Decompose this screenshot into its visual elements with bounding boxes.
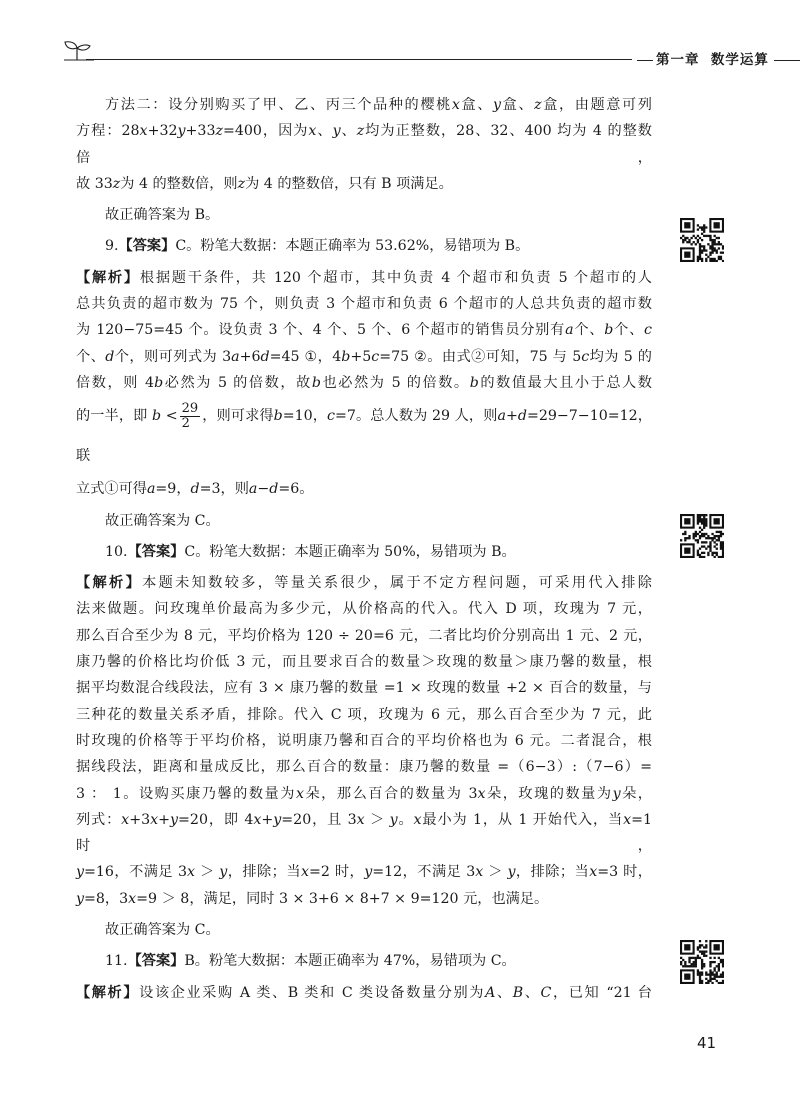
page-number: 41 [697, 1034, 717, 1052]
conclusion-c-2: 故正确答案为 C。 [105, 922, 220, 939]
q9-analysis-line-1: 【解析】根据题干条件，共 120 个超市，其中负责 4 个超市和负责 5 个超市的人 [76, 269, 652, 286]
method-two-line-1: 方法二：设分别购买了甲、乙、丙三个品种的樱桃x盒、y盒、z盒，由题意可列 [105, 97, 652, 113]
chapter-label: 第一章 [656, 52, 700, 68]
header-rule [86, 59, 632, 60]
q10-answer: 10.【答案】C。粉笔大数据：本题正确率为 50%，易错项为 B。 [105, 543, 516, 560]
q10-analysis-line-2: 法来做题。问玫瑰单价最高为多少元，从价格高的代入。代入 D 项，玫瑰为 7 元， [76, 601, 652, 618]
q10-analysis-line-12: y=8，3x=9 ＞ 8，满足，同时 3 × 3+6 × 8+7 × 9=120 元，也满足。 [76, 890, 549, 907]
chapter-title [637, 48, 800, 68]
q9-analysis-line-2: 总共负责的超市数为 75 个，则负责 3 个超市和负责 6 个超市的人总共负责的超市数 [76, 296, 652, 313]
q9-analysis-line-3: 为 120−75=45 个。设负责 3 个、4 个、5 个、6 个超市的销售员分别有a个、b个、c [76, 322, 652, 339]
q9-analysis-line-6: 的一半，即 b < $\frac{29}{2}$ ，则可求得b=10，c=7。总人数为 29 人，则a+d=29−7−10=12，联 [76, 400, 652, 465]
running-header [60, 38, 775, 68]
method-two-line-2: 方程：28x+32y+33z=400，因为x、y、z均为正整数，28、32、400 均为 4 的整数倍， [76, 123, 652, 166]
q10-analysis-line-9: 3 ： 1。设购买康乃馨的数量为x朵，那么百合的数量为 3x朵，玫瑰的数量为y朵， [76, 785, 652, 802]
q10-analysis-line-7: 时玫瑰的价格等于平均价格，说明康乃馨和百合的平均价格也为 6 元。二者混合，根 [76, 732, 652, 749]
qr-code-icon [680, 514, 724, 558]
page-body [76, 92, 652, 1006]
q10-analysis-line-11: y=16，不满足 3x ＞ y，排除；当x=2 时，y=12，不满足 3x ＞ y，排除；当x=3 时， [76, 864, 652, 881]
conclusion-c-1: 故正确答案为 C。 [105, 512, 220, 529]
q10-analysis-line-4: 康乃馨的价格比均价低 3 元，而且要求百合的数量＞玫瑰的数量＞康乃馨的数量，根 [76, 654, 652, 671]
q11-analysis-line-1: 【解析】设该企业采购 A 类、B 类和 C 类设备数量分别为A、B、C，已知 “21 台 [76, 984, 652, 1001]
q10-analysis-line-1: 【解析】本题未知数较多，等量关系很少，属于不定方程问题，可采用代入排除 [76, 575, 652, 592]
qr-code-icon [680, 218, 724, 262]
q9-analysis-line-4: 个、d个，则可列式为 3a+6d=45 ①，4b+5c=75 ②。由式②可知，75 与 5c均为 5 的 [76, 348, 652, 365]
q11-answer: 11.【答案】B。粉笔大数据：本题正确率为 47%，易错项为 C。 [105, 953, 516, 970]
q9-analysis-line-7: 立式①可得a=9，d=3，则a−d=6。 [76, 481, 314, 498]
q10-analysis-line-8: 据线段法，距离和量成反比，那么百合的数量：康乃馨的数量 =（6−3）:（7−6）= [76, 759, 652, 776]
section-label: 数学运算 [710, 52, 769, 68]
conclusion-b: 故正确答案为 B。 [105, 207, 220, 224]
q10-analysis-line-3: 那么百合至少为 8 元，平均价格为 120 ÷ 20=6 元，二者比均价分别高出 1 元、2 元， [76, 627, 652, 644]
q9-analysis-line-5: 倍数，则 4b必然为 5 的倍数，故b也必然为 5 的倍数。b的数值最大且小于总人数 [76, 374, 652, 391]
q10-analysis-line-6: 三种花的数量关系矛盾，排除。代入 C 项，玫瑰为 6 元，那么百合至少为 7 元，此 [76, 706, 652, 723]
q10-analysis-line-10: 列式：x+3x+y=20，即 4x+y=20，且 3x ＞ y。x最小为 1，从 1 开始代入，当x=1 时， [76, 811, 653, 855]
method-two-line-3: 故 33z为 4 的整数倍，则z为 4 的整数倍，只有 B 项满足。 [76, 175, 453, 192]
q9-answer: 9.【答案】C。粉笔大数据：本题正确率为 53.62%，易错项为 B。 [105, 238, 530, 255]
q10-analysis-line-5: 据平均数混合线段法，应有 3 × 康乃馨的数量 =1 × 玫瑰的数量 +2 × 百合的数量，与 [76, 680, 652, 697]
qr-code-icon [680, 940, 724, 984]
fraction: $\frac{29}{2}$ [181, 400, 199, 431]
